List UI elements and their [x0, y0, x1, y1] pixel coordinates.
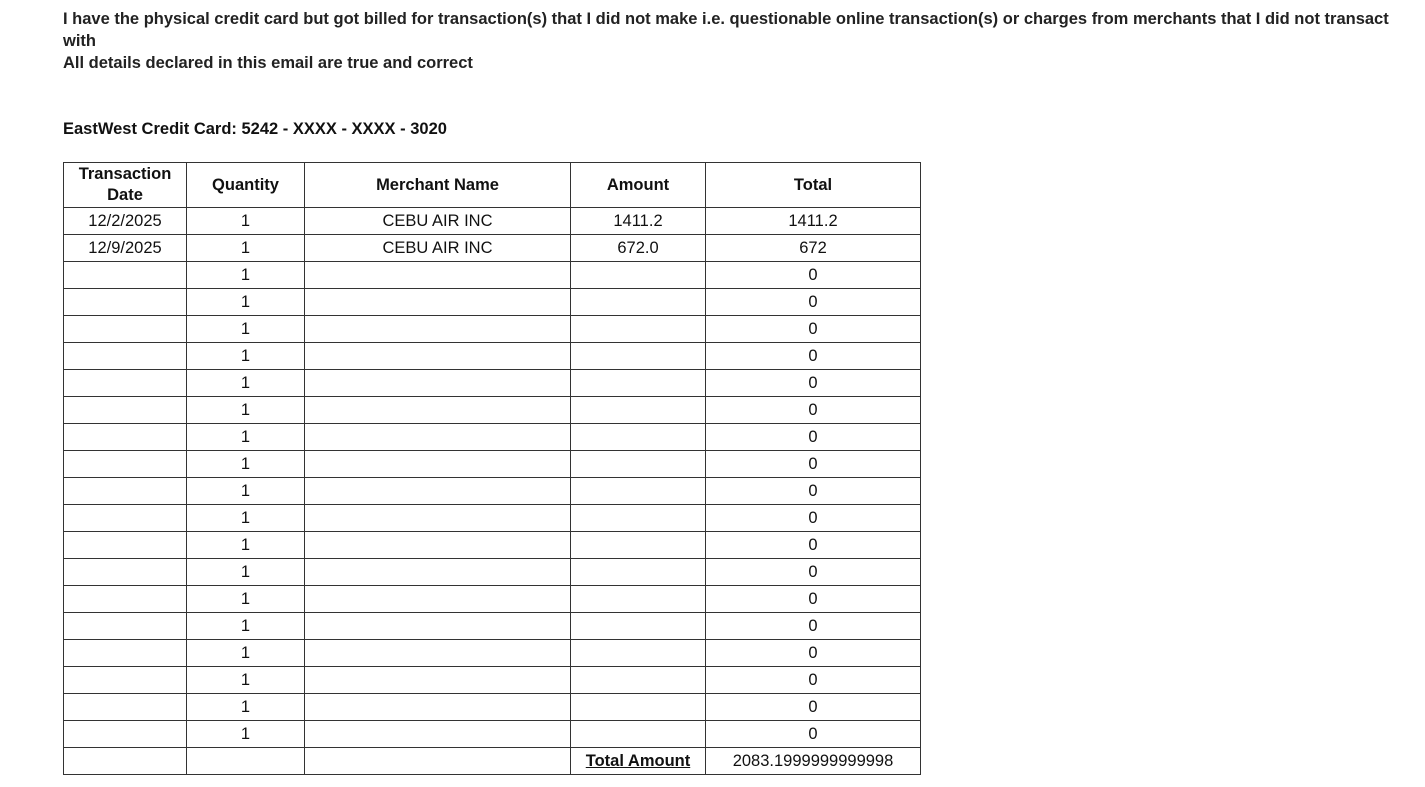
- cell-transaction-date: [64, 532, 187, 559]
- table-row: [64, 208, 921, 235]
- cell-merchant-name: [305, 694, 571, 721]
- cell-quantity: 1: [187, 208, 305, 235]
- header-transaction-date: Transaction Date: [64, 163, 187, 208]
- cell-quantity: 1: [187, 289, 305, 316]
- cell-total: 0: [706, 586, 921, 613]
- cell-total: 0: [706, 316, 921, 343]
- cell-transaction-date: [64, 478, 187, 505]
- cell-total: 0: [706, 397, 921, 424]
- cell-amount: [571, 343, 706, 370]
- cell-quantity: 1: [187, 559, 305, 586]
- table-row: [64, 397, 921, 424]
- cell-total: 0: [706, 505, 921, 532]
- cell-merchant-name: [305, 613, 571, 640]
- table-cell: [305, 748, 571, 775]
- cell-amount: [571, 289, 706, 316]
- cell-quantity: 1: [187, 343, 305, 370]
- cell-quantity: 1: [187, 316, 305, 343]
- header-merchant-name: Merchant Name: [305, 163, 571, 208]
- cell-total: 0: [706, 343, 921, 370]
- cell-total: 0: [706, 451, 921, 478]
- cell-transaction-date: [64, 505, 187, 532]
- cell-merchant-name: [305, 640, 571, 667]
- statement-line-1: I have the physical credit card but got billed for transaction(s) that I did not make i.e. questionable online transaction(s) or charges from merchants that I did not transact with: [63, 10, 1389, 50]
- cell-quantity: 1: [187, 478, 305, 505]
- cell-amount: 1411.2: [571, 208, 706, 235]
- cell-amount: [571, 640, 706, 667]
- cell-amount: [571, 586, 706, 613]
- table-row: [64, 343, 921, 370]
- total-amount-label: [571, 748, 706, 775]
- cell-quantity: 1: [187, 586, 305, 613]
- cell-total: 0: [706, 640, 921, 667]
- cell-merchant-name: CEBU AIR INC: [305, 208, 571, 235]
- cell-merchant-name: [305, 721, 571, 748]
- cell-merchant-name: [305, 478, 571, 505]
- cell-transaction-date: [64, 640, 187, 667]
- cell-total: 0: [706, 613, 921, 640]
- cell-merchant-name: [305, 289, 571, 316]
- cell-transaction-date: [64, 721, 187, 748]
- table-row: [64, 559, 921, 586]
- cell-total: 672: [706, 235, 921, 262]
- cell-total: 0: [706, 478, 921, 505]
- cell-merchant-name: [305, 667, 571, 694]
- table-row: [64, 721, 921, 748]
- cell-transaction-date: [64, 343, 187, 370]
- cell-quantity: 1: [187, 235, 305, 262]
- cell-amount: [571, 505, 706, 532]
- cell-transaction-date: [64, 289, 187, 316]
- cell-amount: [571, 667, 706, 694]
- cell-transaction-date: [64, 316, 187, 343]
- cell-merchant-name: [305, 370, 571, 397]
- cell-amount: [571, 262, 706, 289]
- cell-merchant-name: [305, 424, 571, 451]
- cell-quantity: 1: [187, 613, 305, 640]
- table-row: [64, 694, 921, 721]
- cell-amount: 672.0: [571, 235, 706, 262]
- cell-quantity: 1: [187, 721, 305, 748]
- cell-transaction-date: 12/9/2025: [64, 235, 187, 262]
- cell-merchant-name: [305, 559, 571, 586]
- cell-quantity: 1: [187, 694, 305, 721]
- cell-transaction-date: [64, 424, 187, 451]
- cell-amount: [571, 370, 706, 397]
- cell-merchant-name: [305, 262, 571, 289]
- cell-total: 0: [706, 721, 921, 748]
- table-row: [64, 478, 921, 505]
- cell-transaction-date: [64, 451, 187, 478]
- table-row: [64, 316, 921, 343]
- cell-quantity: 1: [187, 640, 305, 667]
- cell-merchant-name: [305, 343, 571, 370]
- cell-transaction-date: [64, 667, 187, 694]
- cell-total: 0: [706, 262, 921, 289]
- cell-total: 0: [706, 289, 921, 316]
- cell-total: 0: [706, 667, 921, 694]
- table-cell: [64, 748, 187, 775]
- cell-quantity: 1: [187, 532, 305, 559]
- table-row: [64, 667, 921, 694]
- table-row: [64, 640, 921, 667]
- cell-amount: [571, 451, 706, 478]
- cell-amount: [571, 424, 706, 451]
- cell-quantity: 1: [187, 667, 305, 694]
- cell-total: 0: [706, 424, 921, 451]
- cell-quantity: 1: [187, 451, 305, 478]
- cell-quantity: 1: [187, 262, 305, 289]
- cell-merchant-name: [305, 316, 571, 343]
- cell-total: 0: [706, 532, 921, 559]
- transactions-body: [64, 208, 921, 748]
- cell-amount: [571, 559, 706, 586]
- cell-transaction-date: [64, 694, 187, 721]
- cell-merchant-name: [305, 451, 571, 478]
- cell-amount: [571, 613, 706, 640]
- cell-merchant-name: [305, 505, 571, 532]
- cell-quantity: 1: [187, 424, 305, 451]
- table-row: [64, 262, 921, 289]
- statement-line-2: All details declared in this email are true and correct: [63, 54, 473, 72]
- cell-total: 0: [706, 694, 921, 721]
- cell-transaction-date: [64, 613, 187, 640]
- cell-transaction-date: [64, 559, 187, 586]
- cell-transaction-date: [64, 370, 187, 397]
- transactions-table: [63, 162, 921, 775]
- cell-merchant-name: CEBU AIR INC: [305, 235, 571, 262]
- total-amount-label-text: Total Amount: [585, 752, 691, 770]
- header-amount: Amount: [571, 163, 706, 208]
- table-header-row: [64, 163, 921, 208]
- cell-quantity: 1: [187, 505, 305, 532]
- table-cell: [187, 748, 305, 775]
- table-row: [64, 505, 921, 532]
- table-row: [64, 613, 921, 640]
- cell-total: 0: [706, 559, 921, 586]
- cell-quantity: 1: [187, 397, 305, 424]
- cell-merchant-name: [305, 532, 571, 559]
- cell-transaction-date: [64, 397, 187, 424]
- cell-transaction-date: [64, 586, 187, 613]
- total-row: [64, 748, 921, 775]
- cell-merchant-name: [305, 586, 571, 613]
- cell-amount: [571, 397, 706, 424]
- table-row: [64, 289, 921, 316]
- cell-merchant-name: [305, 397, 571, 424]
- cell-total: 0: [706, 370, 921, 397]
- table-row: [64, 424, 921, 451]
- cell-amount: [571, 316, 706, 343]
- header-quantity: Quantity: [187, 163, 305, 208]
- cell-amount: [571, 478, 706, 505]
- cell-quantity: 1: [187, 370, 305, 397]
- dispute-statement: [63, 8, 1408, 74]
- cell-amount: [571, 532, 706, 559]
- cell-transaction-date: [64, 262, 187, 289]
- cell-transaction-date: 12/2/2025: [64, 208, 187, 235]
- table-row: [64, 586, 921, 613]
- cell-amount: [571, 694, 706, 721]
- table-row: [64, 532, 921, 559]
- cell-total: 1411.2: [706, 208, 921, 235]
- header-total: Total: [706, 163, 921, 208]
- total-amount-value: 2083.1999999999998: [706, 748, 921, 775]
- cell-amount: [571, 721, 706, 748]
- table-row: [64, 451, 921, 478]
- table-row: [64, 370, 921, 397]
- credit-card-number: EastWest Credit Card: 5242 - XXXX - XXXX - 3020: [63, 120, 447, 138]
- table-row: [64, 235, 921, 262]
